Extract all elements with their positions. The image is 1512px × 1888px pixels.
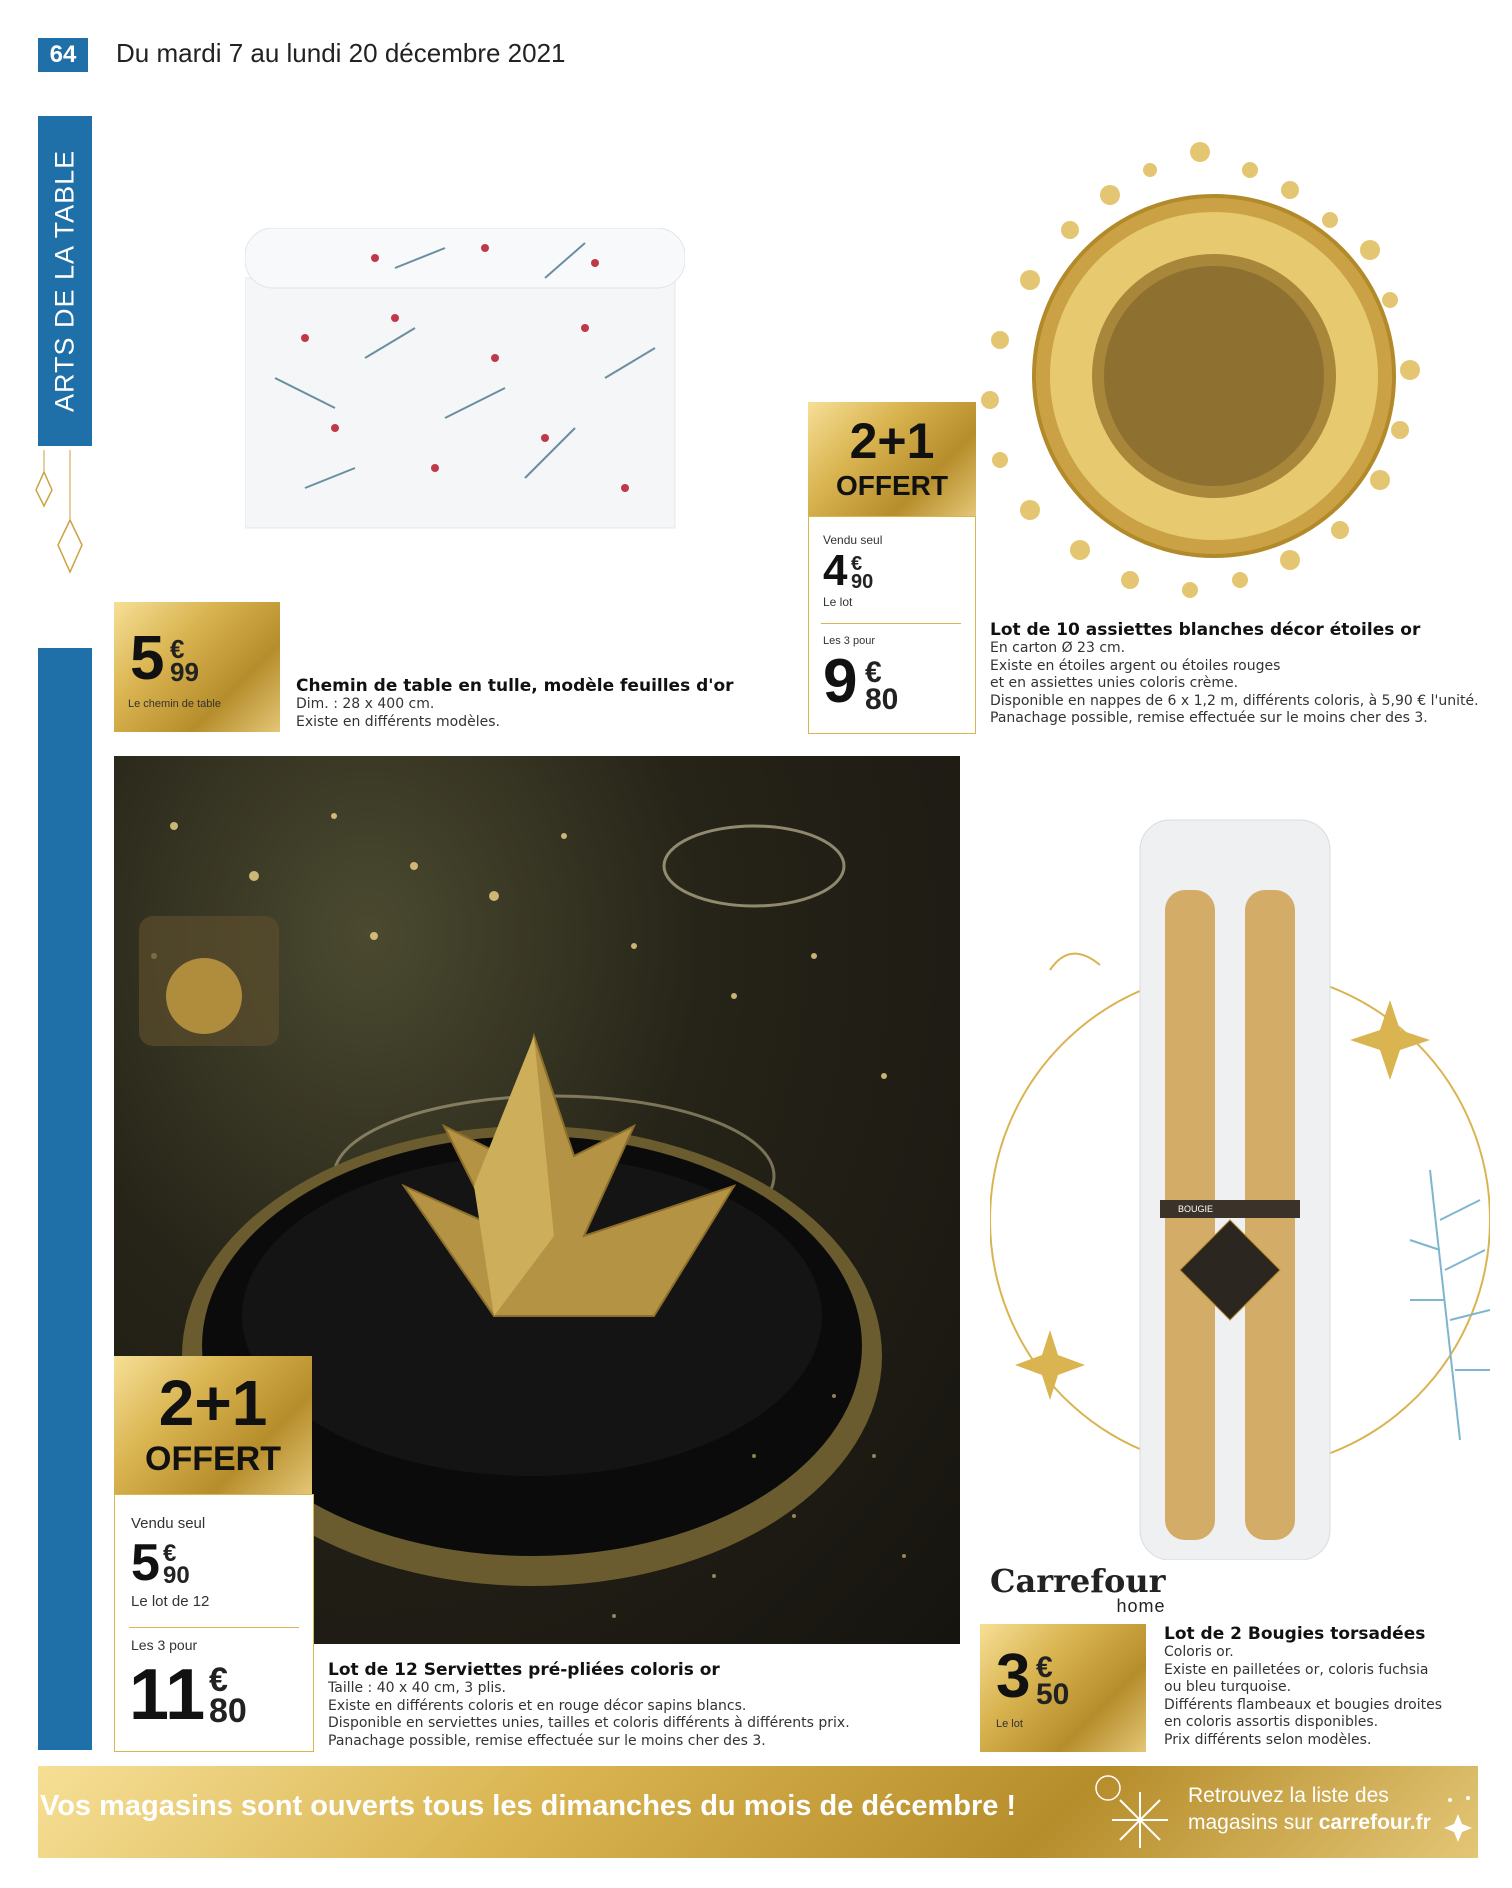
footer-right-prefix: magasins sur xyxy=(1188,1811,1319,1835)
candles-description xyxy=(1164,1624,1464,1749)
napkins-line: Existe en différents coloris et en rouge décor sapins blancs. xyxy=(328,1697,747,1714)
gold-plate-image xyxy=(970,140,1450,610)
napkins-three-currency: € xyxy=(209,1661,228,1699)
plates-three-label: Les 3 pour xyxy=(823,635,875,647)
table-runner-image xyxy=(245,228,685,538)
runner-line: Existe en différents modèles. xyxy=(296,713,500,730)
footer-store-list[interactable] xyxy=(1188,1782,1431,1837)
plates-line: Disponible en nappes de 6 x 1,2 m, différents coloris, à 5,90 € l'unité. xyxy=(990,692,1479,709)
candles-line: Prix différents selon modèles. xyxy=(1164,1731,1372,1748)
footer-stores-open: Vos magasins sont ouverts tous les dimanches du mois de décembre ! xyxy=(40,1790,1017,1822)
napkins-price-box xyxy=(114,1494,314,1752)
napkins-offer-banner xyxy=(114,1356,312,1494)
candle-label-2: PUR xyxy=(1178,1224,1198,1234)
candles-line: Coloris or. xyxy=(1164,1644,1234,1660)
carrefour-home-logo xyxy=(990,1562,1166,1617)
candle-decoration xyxy=(990,800,1490,1560)
ornament-icon xyxy=(30,450,90,590)
plates-single-int: 4 xyxy=(823,546,848,595)
napkins-single-int: 5 xyxy=(131,1534,160,1592)
napkins-single-unit: Le lot de 12 xyxy=(131,1593,210,1610)
napkins-offer-line2: OFFERT xyxy=(145,1440,281,1478)
napkins-three-dec: 80 xyxy=(209,1691,247,1730)
runner-description xyxy=(296,676,776,731)
snowflake-icon xyxy=(1090,1772,1170,1852)
brand-line1: Carrefour xyxy=(990,1562,1166,1600)
candles-price-int: 3 xyxy=(996,1642,1031,1711)
candle-label-1: BOUGIE xyxy=(1178,1204,1214,1214)
section-label: ARTS DE LA TABLE xyxy=(49,149,80,413)
runner-price-int: 5 xyxy=(130,624,165,693)
candles-title: Lot de 2 Bougies torsadées xyxy=(1164,1624,1426,1644)
runner-price-unit: Le chemin de table xyxy=(128,698,221,710)
napkins-single-currency: € xyxy=(163,1540,177,1567)
plates-three-dec: 80 xyxy=(865,683,899,716)
plates-title: Lot de 10 assiettes blanches décor étoiles or xyxy=(990,620,1421,640)
candles-line: en coloris assortis disponibles. xyxy=(1164,1714,1379,1730)
candles-price-dec: 50 xyxy=(1036,1678,1070,1711)
napkins-line: Panachage possible, remise effectuée sur le moins cher des 3. xyxy=(328,1732,766,1749)
napkins-single-label: Vendu seul xyxy=(131,1515,206,1532)
plates-single-currency: € xyxy=(851,553,863,575)
plates-single-dec: 90 xyxy=(851,571,874,593)
plates-single-unit: Le lot xyxy=(823,595,853,609)
plates-line: Existe en étoiles argent ou étoiles rouges xyxy=(990,657,1281,674)
sparkle-icon xyxy=(1440,1790,1476,1850)
footer-site-link[interactable]: carrefour.fr xyxy=(1318,1811,1431,1835)
page-number: 64 xyxy=(38,38,88,72)
plates-line: En carton Ø 23 cm. xyxy=(990,640,1126,656)
napkins-three-int: 11 xyxy=(129,1655,206,1735)
plates-offer-line1: 2+1 xyxy=(849,413,935,469)
plates-three-currency: € xyxy=(865,656,882,689)
runner-price-currency: € xyxy=(170,634,185,664)
napkins-three-label: Les 3 pour xyxy=(131,1637,198,1653)
plates-price-box xyxy=(808,516,976,734)
runner-price-dec: 99 xyxy=(170,657,199,688)
napkins-offer-line1: 2+1 xyxy=(158,1367,268,1439)
plates-offer-line2: OFFERT xyxy=(836,470,948,501)
plates-three-int: 9 xyxy=(823,647,858,716)
candles-price-unit: Le lot xyxy=(996,1718,1023,1730)
napkins-single-dec: 90 xyxy=(163,1561,190,1589)
date-range: Du mardi 7 au lundi 20 décembre 2021 xyxy=(116,38,566,68)
brand-line2: home xyxy=(1116,1596,1166,1616)
candles-price-currency: € xyxy=(1036,1651,1053,1684)
candles-line: Existe en pailletées or, coloris fuchsia xyxy=(1164,1661,1429,1678)
section-bar xyxy=(38,648,92,1750)
candles-line: ou bleu turquoise. xyxy=(1164,1679,1292,1695)
runner-price-tag xyxy=(114,602,280,732)
footer-right-line1: Retrouvez la liste des xyxy=(1188,1784,1389,1807)
napkins-line: Disponible en serviettes unies, tailles et coloris différents à différents prix. xyxy=(328,1715,850,1731)
napkins-title: Lot de 12 Serviettes pré-pliées coloris or xyxy=(328,1660,720,1680)
plates-single-label: Vendu seul xyxy=(823,533,883,547)
napkins-description xyxy=(328,1660,948,1750)
napkins-line: Taille : 40 x 40 cm, 3 plis. xyxy=(328,1680,506,1696)
runner-line: Dim. : 28 x 400 cm. xyxy=(296,696,435,712)
runner-title: Chemin de table en tulle, modèle feuilles d'or xyxy=(296,676,734,696)
plates-offer-banner xyxy=(808,402,976,516)
plates-line: Panachage possible, remise effectuée sur le moins cher des 3. xyxy=(990,710,1428,726)
candles-price-tag xyxy=(980,1624,1146,1752)
candles-line: Différents flambeaux et bougies droites xyxy=(1164,1696,1443,1713)
plates-description xyxy=(990,620,1490,728)
plates-line: et en assiettes unies coloris crème. xyxy=(990,675,1239,691)
